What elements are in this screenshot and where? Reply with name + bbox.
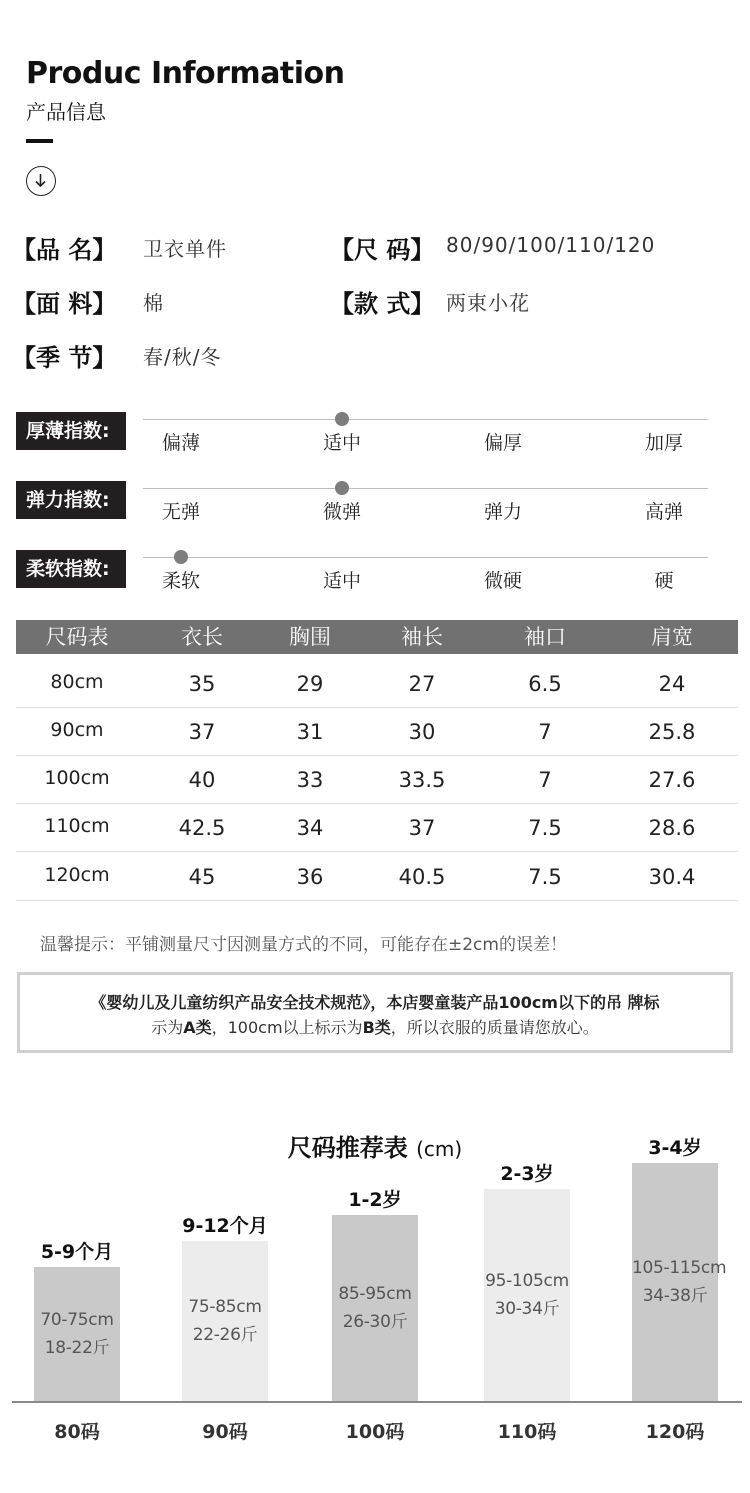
bar-size-code: 100码	[345, 1421, 405, 1443]
bar-size-code: 120码	[645, 1421, 705, 1443]
bar-height-range: 70-75cm	[40, 1310, 114, 1330]
size-table-cell: 27	[408, 672, 436, 696]
notice-class-b: B类	[362, 1018, 391, 1037]
size-table-cell: 27.6	[648, 768, 696, 792]
size-table-header-cell: 肩宽	[651, 625, 693, 649]
size-table-cell: 30	[408, 720, 436, 744]
index-label: 柔软指数:	[16, 550, 126, 588]
size-table-header-cell: 衣长	[181, 625, 223, 649]
index-option: 偏厚	[483, 432, 523, 454]
size-table-cell: 80cm	[50, 671, 104, 693]
index-scale-line	[143, 419, 708, 420]
bar-weight-range: 34-38斤	[642, 1286, 708, 1306]
notice-line-1-text: 《婴幼儿及儿童纺织产品安全技术规范》，本店婴童装产品100cm以下的吊 牌标	[90, 993, 660, 1012]
size-table-cell: 30.4	[648, 865, 696, 889]
bar-height-range: 75-85cm	[188, 1297, 262, 1317]
bar-age-label: 3-4岁	[648, 1137, 702, 1159]
size-table-cell: 110cm	[44, 815, 110, 837]
bar-height-range: 105-115cm	[632, 1258, 727, 1278]
season-label: 【季 节】	[12, 344, 117, 372]
index-option: 硬	[654, 570, 674, 592]
size-table-header-cell: 袖长	[401, 625, 443, 649]
season-value: 春/秋/冬	[143, 345, 222, 369]
notice-line-1	[20, 990, 730, 1013]
size-value: 80/90/100/110/120	[446, 233, 656, 257]
bar-age-label: 5-9个月	[40, 1241, 114, 1263]
bar-size-code: 110码	[497, 1421, 557, 1443]
bar-weight-range: 26-30斤	[342, 1312, 408, 1332]
bar-weight-range: 18-22斤	[44, 1338, 110, 1358]
bar-height-range: 85-95cm	[338, 1284, 412, 1304]
bar-age-label: 1-2岁	[348, 1189, 402, 1211]
size-table-cell: 40	[188, 768, 216, 792]
size-table-cell: 34	[296, 816, 324, 840]
bar-weight-range: 22-26斤	[192, 1325, 258, 1345]
recommend-bar	[484, 1189, 570, 1401]
bar-age-label: 2-3岁	[500, 1163, 554, 1185]
index-option: 适中	[322, 570, 362, 592]
size-table-cell: 37	[188, 720, 216, 744]
size-label: 【尺 码】	[330, 236, 435, 264]
arrow-down-circle-icon	[26, 166, 56, 196]
recommend-bar	[632, 1163, 727, 1401]
index-marker-dot	[335, 412, 349, 426]
size-table-header-cell: 胸围	[289, 625, 331, 649]
index-option: 偏薄	[161, 432, 201, 454]
index-marker-dot	[335, 481, 349, 495]
name-label: 【品 名】	[12, 236, 117, 264]
chart-baseline	[12, 1401, 742, 1403]
size-table-cell: 7	[538, 720, 552, 744]
style-label: 【款 式】	[330, 290, 435, 318]
bar-size-code: 90码	[202, 1421, 248, 1443]
size-table-cell: 29	[296, 672, 324, 696]
size-table-row	[16, 804, 738, 852]
size-table-row	[16, 756, 738, 804]
size-table-cell: 28.6	[648, 816, 696, 840]
size-table-cell: 7.5	[528, 865, 562, 889]
size-table-cell: 25.8	[648, 720, 696, 744]
size-table-row	[16, 660, 738, 708]
index-label: 厚薄指数:	[16, 412, 126, 450]
bar-height-range: 95-105cm	[485, 1271, 569, 1291]
index-option: 加厚	[644, 432, 684, 454]
recommend-bar	[182, 1241, 268, 1401]
size-table-cell: 31	[296, 720, 324, 744]
index-option: 适中	[322, 432, 362, 454]
size-table-cell: 7.5	[528, 816, 562, 840]
size-table-header	[16, 620, 738, 654]
size-table-cell: 40.5	[398, 865, 446, 889]
size-table-cell: 33.5	[398, 768, 446, 792]
index-label: 弹力指数:	[16, 481, 126, 519]
size-table-cell: 33	[296, 768, 324, 792]
size-table-cell: 120cm	[44, 864, 110, 886]
fabric-label: 【面 料】	[12, 290, 117, 318]
index-option: 微硬	[483, 570, 523, 592]
page-title-cn: 产品信息	[26, 100, 106, 124]
bar-weight-range: 30-34斤	[494, 1299, 560, 1319]
size-table-cell: 42.5	[178, 816, 226, 840]
name-value: 卫衣单件	[143, 237, 227, 261]
index-option: 柔软	[161, 570, 201, 592]
size-table-row	[16, 708, 738, 756]
bar-size-code: 80码	[54, 1421, 100, 1443]
index-option: 微弹	[322, 501, 362, 523]
notice-line-2	[20, 1015, 730, 1038]
size-table-cell: 45	[188, 865, 216, 889]
size-table-cell: 7	[538, 768, 552, 792]
size-table-cell: 6.5	[528, 672, 562, 696]
recommend-bar	[34, 1267, 120, 1401]
recommend-title-text: 尺码推荐表	[287, 1134, 408, 1162]
safety-notice	[17, 972, 733, 1053]
notice-class-a: A类	[183, 1018, 212, 1037]
style-value: 两束小花	[446, 291, 530, 315]
recommend-bar	[332, 1215, 418, 1401]
size-table-cell: 100cm	[44, 767, 110, 789]
notice-text-e: ，所以衣服的质量请您放心。	[390, 1018, 599, 1037]
notice-text-a: 示为	[151, 1018, 184, 1037]
recommend-title-unit: (cm)	[416, 1137, 463, 1161]
index-option: 高弹	[644, 501, 684, 523]
index-option: 弹力	[483, 501, 523, 523]
notice-text-c: ，100cm以上标示为	[211, 1018, 363, 1037]
size-table-row	[16, 853, 738, 901]
page-title-en: Produc Information	[26, 56, 345, 91]
fabric-value: 棉	[143, 291, 164, 315]
title-underline	[26, 139, 53, 143]
index-scale-line	[143, 488, 708, 489]
size-table-cell: 35	[188, 672, 216, 696]
size-table-header-cell: 尺码表	[45, 625, 109, 649]
size-table-header-cell: 袖口	[524, 625, 566, 649]
size-table-cell: 37	[408, 816, 436, 840]
size-table-cell: 36	[296, 865, 324, 889]
measurement-tip: 温馨提示：平铺测量尺寸因测量方式的不同，可能存在±2cm的误差！	[40, 935, 567, 955]
index-scale-line	[143, 557, 708, 558]
size-table-cell: 24	[658, 672, 686, 696]
bar-age-label: 9-12个月	[182, 1215, 268, 1237]
index-marker-dot	[174, 550, 188, 564]
index-option: 无弹	[161, 501, 201, 523]
size-table-cell: 90cm	[50, 719, 104, 741]
